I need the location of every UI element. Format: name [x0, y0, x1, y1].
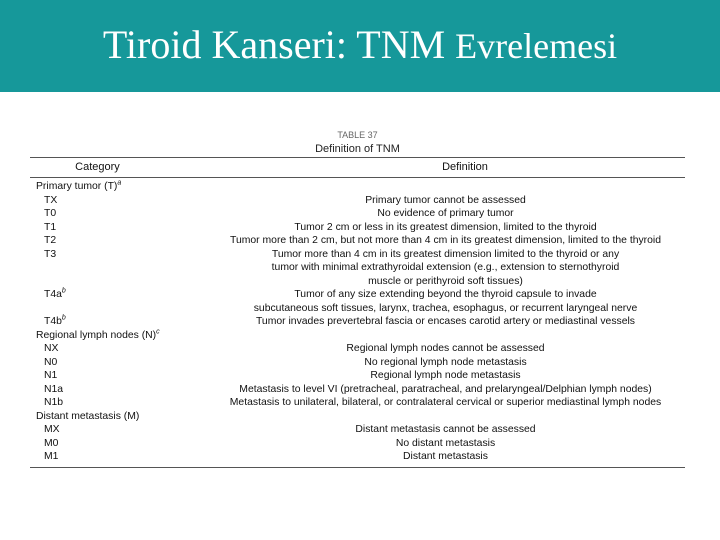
table-row [30, 288, 685, 302]
row-category-label: T0 [44, 208, 57, 219]
row-definition: No distant metastasis [395, 437, 496, 449]
row-category-label: N0 [44, 356, 58, 368]
slide-header-bar [0, 0, 720, 92]
table-header-row [30, 158, 685, 177]
table-row [30, 383, 685, 397]
table-row [30, 437, 685, 451]
row-definition: muscle or perithyroid soft tissues) [368, 275, 523, 287]
row-category [30, 315, 206, 329]
row-category [30, 234, 206, 248]
row-category [30, 410, 198, 424]
row-category [30, 275, 206, 289]
row-definition: tumor with minimal extrathyroidal extension (e.g., extension to sternothyroid [271, 262, 620, 273]
table-number: TABLE 37 [337, 130, 378, 140]
row-definition: No evidence of primary tumor [377, 208, 514, 219]
table-caption: Definition of TNM [315, 143, 400, 155]
row-definition: Metastasis to unilateral, bilateral, or contralateral cervical or superior mediastinal lymph nodes [229, 397, 662, 408]
row-definition: Tumor 2 cm or less in its greatest dimension, limited to the thyroid [294, 221, 597, 233]
table-row [30, 315, 685, 329]
row-definition: Distant metastasis cannot be assessed [355, 424, 536, 435]
row-category-label: N1b [44, 397, 64, 408]
row-category [30, 221, 206, 235]
table-row [30, 261, 685, 275]
row-category-label: Regional lymph nodes (N) [36, 329, 157, 341]
row-category-label: T2 [44, 235, 57, 246]
slide-title-main: Tiroid Kanseri: TNM [102, 22, 446, 67]
row-definition: No regional lymph node metastasis [364, 356, 527, 368]
table-row [30, 302, 685, 316]
row-category [30, 194, 206, 208]
row-definition: Tumor more than 2 cm, but not more than 4 cm in its greatest dimension, limited to the thyroid [229, 235, 662, 246]
row-category-label: NX [44, 343, 59, 354]
row-category [30, 383, 206, 397]
row-category-label: M1 [44, 451, 59, 462]
table-row [30, 410, 685, 424]
slide-title-end: Evrelemesi [455, 26, 618, 66]
row-definition: Tumor more than 4 cm in its greatest dimension limited to the thyroid or any [271, 248, 620, 260]
row-category [30, 180, 198, 194]
row-category-label: Primary tumor (T) [36, 181, 118, 192]
row-category-label: M0 [44, 437, 59, 449]
table-row [30, 234, 685, 248]
table-row [30, 369, 685, 383]
row-footnote-marker: b [61, 314, 66, 322]
row-definition: Regional lymph node metastasis [370, 370, 521, 381]
row-definition [198, 410, 685, 424]
row-footnote-marker: c [156, 328, 160, 336]
row-category-label: TX [44, 194, 58, 206]
header-category: Category [75, 161, 120, 173]
row-category-label: T4a [44, 289, 62, 300]
row-definition: subcutaneous soft tissues, larynx, trachea, esophagus, or recurrent laryngeal nerve [253, 302, 638, 314]
table-row [30, 180, 685, 194]
table-row [30, 329, 685, 343]
table-row [30, 396, 685, 410]
row-category [30, 329, 198, 343]
table-row [30, 207, 685, 221]
row-definition: Metastasis to level VI (pretracheal, paratracheal, and prelaryngeal/Delphian lymph nodes) [239, 383, 652, 395]
table-row [30, 450, 685, 464]
table-row [30, 248, 685, 262]
table-row [30, 356, 685, 370]
row-definition: Primary tumor cannot be assessed [365, 194, 526, 206]
slide-title [0, 22, 720, 69]
row-definition: Tumor of any size extending beyond the thyroid capsule to invade [294, 289, 597, 300]
row-category-label: Distant metastasis (M) [36, 410, 140, 422]
row-category-label: T1 [44, 221, 57, 233]
row-category-label: T3 [44, 248, 57, 260]
row-definition [198, 329, 685, 343]
header-definition: Definition [442, 161, 488, 173]
row-category [30, 261, 206, 275]
table-bottom-rule [30, 467, 685, 468]
tnm-table [30, 130, 685, 468]
row-definition: Distant metastasis [403, 451, 488, 462]
table-row [30, 423, 685, 437]
row-category [30, 396, 206, 410]
row-category [30, 302, 206, 316]
row-definition: Regional lymph nodes cannot be assessed [346, 343, 545, 354]
row-definition: Tumor invades prevertebral fascia or encases carotid artery or mediastinal vessels [255, 316, 636, 327]
row-category-label: N1a [44, 383, 64, 395]
row-category-label: MX [44, 424, 60, 435]
table-row [30, 275, 685, 289]
row-category [30, 356, 206, 370]
row-category [30, 423, 206, 437]
row-footnote-marker: b [61, 287, 66, 295]
table-body [30, 178, 685, 464]
row-category [30, 248, 206, 262]
row-category [30, 369, 206, 383]
row-definition [198, 180, 685, 194]
row-category [30, 437, 206, 451]
table-row [30, 221, 685, 235]
row-category [30, 342, 206, 356]
row-footnote-marker: a [117, 179, 122, 187]
row-category [30, 288, 206, 302]
row-category [30, 450, 206, 464]
row-category [30, 207, 206, 221]
row-category-label: T4b [44, 316, 62, 327]
table-row [30, 194, 685, 208]
table-row [30, 342, 685, 356]
row-category-label: N1 [44, 370, 58, 381]
